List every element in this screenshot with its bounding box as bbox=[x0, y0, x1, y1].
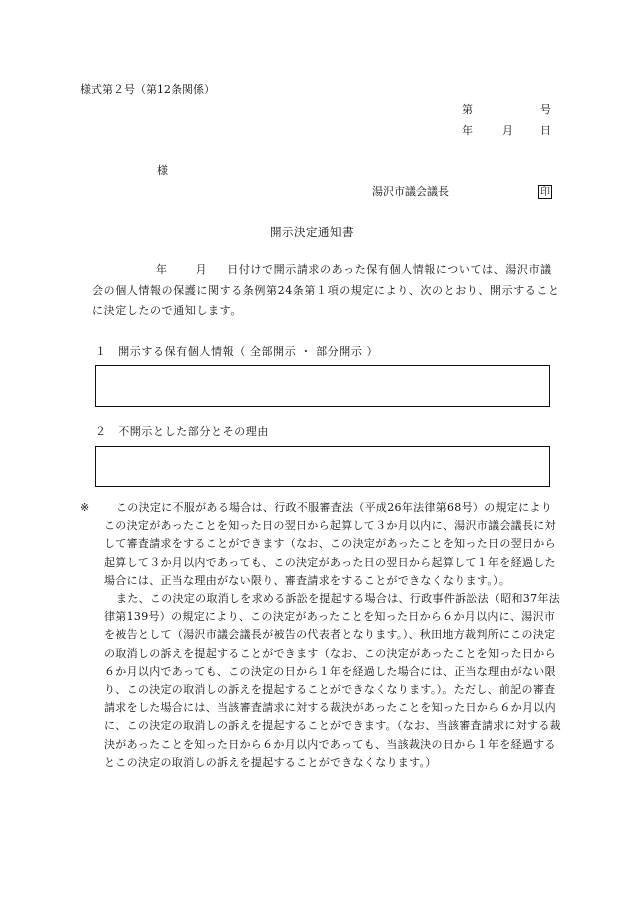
addressee-suffix: 様 bbox=[157, 164, 168, 177]
note-paragraph-lawsuit: また、この決定の取消しを求める訴訟を提起する場合は、行政事件訴訟法（昭和37年法律第139号）の規定により、この決定があったことを知った日から６か月以内に、湯沢市を被告として（湯沢市議会議長が被告の代表者となります。）、秋田地方裁判所にこの決定の取消しの訴えを提起することができます（なお、この決定があったことを知った日から６か月以内であっても、この決定の日から１年を経過した場合には、正当な理由がない限り、この決定の取消しの訴えを提起することができなくなります。）。ただし、前記の審査請求をした場合には、当該審査請求に対する裁決があったことを知った日から６か月以内に、この決定の取消しの訴えを提起することができます。（なお、当該審査請求に対する裁決があったことを知った日から６か月以内であっても、当該裁決の日から１年を経過するとこの決定の取消しの訴えを提起することができなくなります。） bbox=[104, 592, 561, 769]
issuer-name: 湯沢市議会議長 bbox=[372, 185, 449, 198]
intro-body: 日付けで開示請求のあった保有個人情報については、湯沢市議会の個人情報の保護に関する条例第24条第１項の規定により、次のとおり、開示することに決定したので通知します。 bbox=[92, 263, 560, 317]
nondisclosure-reason-box bbox=[95, 446, 550, 487]
document-number-label: 第 bbox=[462, 103, 473, 116]
intro-year-label: 年 bbox=[156, 263, 168, 276]
document-title: 開示決定通知書 bbox=[270, 225, 354, 239]
note-mark: ※ bbox=[80, 501, 90, 514]
appeal-note bbox=[80, 499, 562, 772]
intro-month-label: 月 bbox=[195, 263, 208, 276]
section2-label: ２ 不開示とした部分とその理由 bbox=[95, 425, 269, 438]
note-paragraph-appeal: この決定に不服がある場合は、行政不服審査法（平成26年法律第68号）の規定によりこの決定があったことを知った日の翌日から起算して３か月以内に、湯沢市議会議長に対して審査請求をすることができます（なお、この決定があったことを知った日の翌日から起算して３か月以内であっても、この決定があった日の翌日から起算して１年を経過した場合には、正当な理由がない限り、審査請求をすることができなくなります。）。 bbox=[104, 501, 556, 587]
document-number-suffix: 号 bbox=[540, 103, 551, 116]
section1-label: １ 開示する保有個人情報（ 全部開示 ・ 部分開示 ） bbox=[95, 345, 379, 358]
date-month-label: 月 bbox=[502, 124, 513, 137]
intro-paragraph bbox=[92, 260, 562, 322]
seal-mark: 印 bbox=[540, 187, 550, 198]
date-day-label: 日 bbox=[540, 124, 551, 137]
date-year-label: 年 bbox=[462, 124, 473, 137]
form-label: 様式第２号（第12条関係） bbox=[80, 83, 215, 96]
disclosed-info-box bbox=[95, 365, 550, 407]
